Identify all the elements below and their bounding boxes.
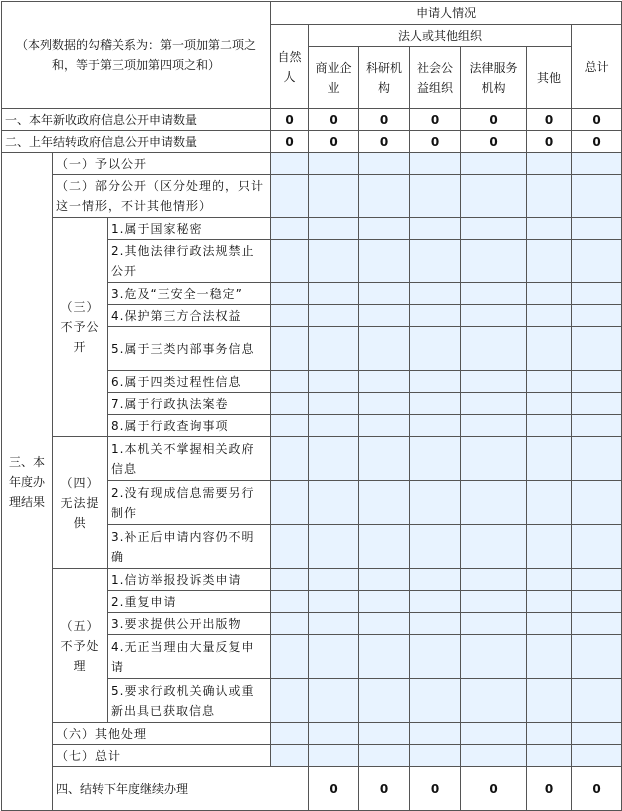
table-row: [2, 745, 622, 767]
partial-disclose-label: （二）部分公开（区分处理的，只计这一情形，不计其他情形）: [53, 175, 271, 218]
blank-cell: [527, 153, 572, 175]
table-row: [2, 437, 622, 481]
reason-item: 2.其他法律行政法规禁止公开: [108, 240, 271, 283]
blank-cell: [359, 371, 410, 393]
blank-cell: [572, 218, 622, 240]
blank-cell: [572, 635, 622, 679]
blank-cell: [309, 218, 359, 240]
value-cell: 0: [309, 131, 359, 153]
blank-cell: [410, 240, 461, 283]
legal-persons-header: 法人或其他组织: [309, 25, 572, 47]
value-cell: 0: [309, 767, 359, 811]
reason-item: 1.本机关不掌握相关政府信息: [108, 437, 271, 481]
blank-cell: [359, 613, 410, 635]
blank-cell: [527, 613, 572, 635]
blank-cell: [527, 305, 572, 327]
reason-item: 8.属于行政查询事项: [108, 415, 271, 437]
reason-item: 3.危及“三安全一稳定”: [108, 283, 271, 305]
blank-cell: [572, 613, 622, 635]
blank-cell: [461, 745, 527, 767]
blank-cell: [271, 175, 309, 218]
blank-cell: [271, 525, 309, 569]
blank-cell: [461, 525, 527, 569]
blank-cell: [572, 305, 622, 327]
blank-cell: [527, 635, 572, 679]
table-row: [2, 175, 622, 218]
value-cell: 0: [309, 109, 359, 131]
disclosure-statistics-table: [1, 1, 622, 811]
blank-cell: [309, 745, 359, 767]
reason-item: 2.重复申请: [108, 591, 271, 613]
blank-cell: [410, 679, 461, 723]
blank-cell: [527, 481, 572, 525]
blank-cell: [271, 569, 309, 591]
blank-cell: [527, 525, 572, 569]
blank-cell: [527, 591, 572, 613]
blank-cell: [410, 175, 461, 218]
unable-label: （四）无法提供: [53, 437, 108, 569]
public-welfare-header: 社会公益组织: [410, 47, 461, 109]
blank-cell: [359, 218, 410, 240]
blank-cell: [410, 723, 461, 745]
blank-cell: [271, 393, 309, 415]
blank-cell: [527, 371, 572, 393]
table-row: [2, 131, 622, 153]
blank-cell: [410, 283, 461, 305]
blank-cell: [461, 481, 527, 525]
blank-cell: [410, 635, 461, 679]
blank-cell: [527, 283, 572, 305]
blank-cell: [309, 635, 359, 679]
blank-cell: [572, 525, 622, 569]
blank-cell: [359, 525, 410, 569]
blank-cell: [410, 393, 461, 415]
blank-cell: [461, 371, 527, 393]
blank-cell: [309, 283, 359, 305]
results-category-label: 三、本年度办理结果: [2, 153, 53, 811]
blank-cell: [309, 327, 359, 371]
blank-cell: [271, 613, 309, 635]
blank-cell: [271, 283, 309, 305]
carry-forward-label: 四、结转下年度继续办理: [53, 767, 309, 811]
blank-cell: [309, 679, 359, 723]
blank-cell: [271, 218, 309, 240]
research-institution-header: 科研机构: [359, 47, 410, 109]
value-cell: 0: [271, 131, 309, 153]
value-cell: 0: [461, 109, 527, 131]
blank-cell: [359, 481, 410, 525]
reason-item: 7.属于行政执法案卷: [108, 393, 271, 415]
blank-cell: [572, 723, 622, 745]
value-cell: 0: [572, 131, 622, 153]
blank-cell: [309, 569, 359, 591]
blank-cell: [271, 327, 309, 371]
blank-cell: [461, 240, 527, 283]
blank-cell: [271, 415, 309, 437]
blank-cell: [527, 723, 572, 745]
blank-cell: [572, 591, 622, 613]
legal-service-header: 法律服务机构: [461, 47, 527, 109]
reason-item: 5.要求行政机关确认或重新出具已获取信息: [108, 679, 271, 723]
carried-over-label: 二、上年结转政府信息公开申请数量: [2, 131, 271, 153]
value-cell: 0: [461, 767, 527, 811]
blank-cell: [359, 153, 410, 175]
blank-cell: [527, 569, 572, 591]
blank-cell: [461, 283, 527, 305]
blank-cell: [527, 218, 572, 240]
blank-cell: [527, 745, 572, 767]
blank-cell: [461, 679, 527, 723]
blank-cell: [359, 393, 410, 415]
blank-cell: [410, 745, 461, 767]
blank-cell: [461, 327, 527, 371]
value-cell: 0: [410, 131, 461, 153]
value-cell: 0: [410, 767, 461, 811]
blank-cell: [359, 240, 410, 283]
blank-cell: [461, 569, 527, 591]
blank-cell: [527, 393, 572, 415]
blank-cell: [572, 679, 622, 723]
blank-cell: [410, 327, 461, 371]
reason-item: 4.保护第三方合法权益: [108, 305, 271, 327]
blank-cell: [410, 569, 461, 591]
blank-cell: [461, 591, 527, 613]
blank-cell: [527, 415, 572, 437]
value-cell: 0: [572, 109, 622, 131]
blank-cell: [309, 371, 359, 393]
blank-cell: [271, 437, 309, 481]
value-cell: 0: [527, 767, 572, 811]
blank-cell: [271, 240, 309, 283]
blank-cell: [527, 679, 572, 723]
value-cell: 0: [359, 767, 410, 811]
blank-cell: [572, 569, 622, 591]
blank-cell: [410, 525, 461, 569]
blank-cell: [271, 153, 309, 175]
applicant-situation-header: 申请人情况: [271, 2, 622, 25]
reason-item: 5.属于三类内部事务信息: [108, 327, 271, 371]
blank-cell: [410, 481, 461, 525]
blank-cell: [359, 437, 410, 481]
blank-cell: [359, 327, 410, 371]
subtotal-label: （七）总计: [53, 745, 271, 767]
blank-cell: [572, 240, 622, 283]
blank-cell: [309, 415, 359, 437]
blank-cell: [271, 371, 309, 393]
blank-cell: [309, 305, 359, 327]
reason-item: 3.补正后申请内容仍不明确: [108, 525, 271, 569]
blank-cell: [271, 723, 309, 745]
blank-cell: [410, 437, 461, 481]
blank-cell: [461, 635, 527, 679]
value-cell: 0: [461, 131, 527, 153]
blank-cell: [527, 240, 572, 283]
blank-cell: [309, 591, 359, 613]
blank-cell: [572, 283, 622, 305]
blank-cell: [359, 283, 410, 305]
blank-cell: [572, 327, 622, 371]
disclose-label: （一）予以公开: [53, 153, 271, 175]
reason-item: 1.信访举报投诉类申请: [108, 569, 271, 591]
blank-cell: [271, 745, 309, 767]
blank-cell: [527, 437, 572, 481]
blank-cell: [461, 415, 527, 437]
blank-cell: [410, 591, 461, 613]
reason-item: 4.无正当理由大量反复申请: [108, 635, 271, 679]
blank-cell: [309, 437, 359, 481]
commercial-enterprise-header: 商业企业: [309, 47, 359, 109]
value-cell: 0: [527, 131, 572, 153]
blank-cell: [271, 481, 309, 525]
blank-cell: [271, 679, 309, 723]
blank-cell: [309, 240, 359, 283]
reason-item: 3.要求提供公开出版物: [108, 613, 271, 635]
blank-cell: [461, 437, 527, 481]
value-cell: 0: [359, 109, 410, 131]
blank-cell: [461, 175, 527, 218]
blank-cell: [410, 371, 461, 393]
blank-cell: [271, 305, 309, 327]
blank-cell: [309, 613, 359, 635]
value-cell: 0: [359, 131, 410, 153]
table-row: [2, 767, 622, 811]
blank-cell: [410, 218, 461, 240]
blank-cell: [271, 591, 309, 613]
table-row: [2, 218, 622, 240]
value-cell: 0: [527, 109, 572, 131]
not-processed-label: （五）不予处理: [53, 569, 108, 723]
reason-item: 1.属于国家秘密: [108, 218, 271, 240]
blank-cell: [359, 635, 410, 679]
blank-cell: [271, 635, 309, 679]
table-row: [2, 723, 622, 745]
blank-cell: [572, 153, 622, 175]
blank-cell: [572, 393, 622, 415]
blank-cell: [461, 153, 527, 175]
table-row: [2, 569, 622, 591]
blank-cell: [309, 153, 359, 175]
blank-cell: [359, 305, 410, 327]
blank-cell: [410, 613, 461, 635]
table-row: [2, 153, 622, 175]
blank-cell: [359, 591, 410, 613]
blank-cell: [309, 525, 359, 569]
natural-person-header: 自然人: [271, 25, 309, 109]
blank-cell: [572, 437, 622, 481]
blank-cell: [359, 723, 410, 745]
report-table-container: [1, 1, 621, 806]
blank-cell: [461, 218, 527, 240]
blank-cell: [359, 679, 410, 723]
not-disclose-label: （三）不予公开: [53, 218, 108, 437]
table-row: [2, 109, 622, 131]
blank-cell: [572, 415, 622, 437]
blank-cell: [359, 745, 410, 767]
blank-cell: [309, 481, 359, 525]
blank-cell: [410, 415, 461, 437]
blank-cell: [410, 153, 461, 175]
blank-cell: [309, 175, 359, 218]
blank-cell: [461, 305, 527, 327]
blank-cell: [359, 569, 410, 591]
reason-item: 6.属于四类过程性信息: [108, 371, 271, 393]
blank-cell: [410, 305, 461, 327]
blank-cell: [461, 393, 527, 415]
value-cell: 0: [572, 767, 622, 811]
blank-cell: [359, 175, 410, 218]
blank-cell: [572, 745, 622, 767]
value-cell: 0: [410, 109, 461, 131]
other-header: 其他: [527, 47, 572, 109]
blank-cell: [359, 415, 410, 437]
new-applications-label: 一、本年新收政府信息公开申请数量: [2, 109, 271, 131]
other-processing-label: （六）其他处理: [53, 723, 271, 745]
blank-cell: [309, 723, 359, 745]
total-header: 总计: [572, 25, 622, 109]
blank-cell: [572, 175, 622, 218]
value-cell: 0: [271, 109, 309, 131]
blank-cell: [461, 723, 527, 745]
blank-cell: [527, 175, 572, 218]
blank-cell: [572, 481, 622, 525]
blank-cell: [309, 393, 359, 415]
blank-cell: [572, 371, 622, 393]
blank-cell: [527, 327, 572, 371]
relationship-note: （本列数据的勾稽关系为：第一项加第二项之和，等于第三项加第四项之和）: [2, 2, 271, 109]
reason-item: 2.没有现成信息需要另行制作: [108, 481, 271, 525]
blank-cell: [461, 613, 527, 635]
